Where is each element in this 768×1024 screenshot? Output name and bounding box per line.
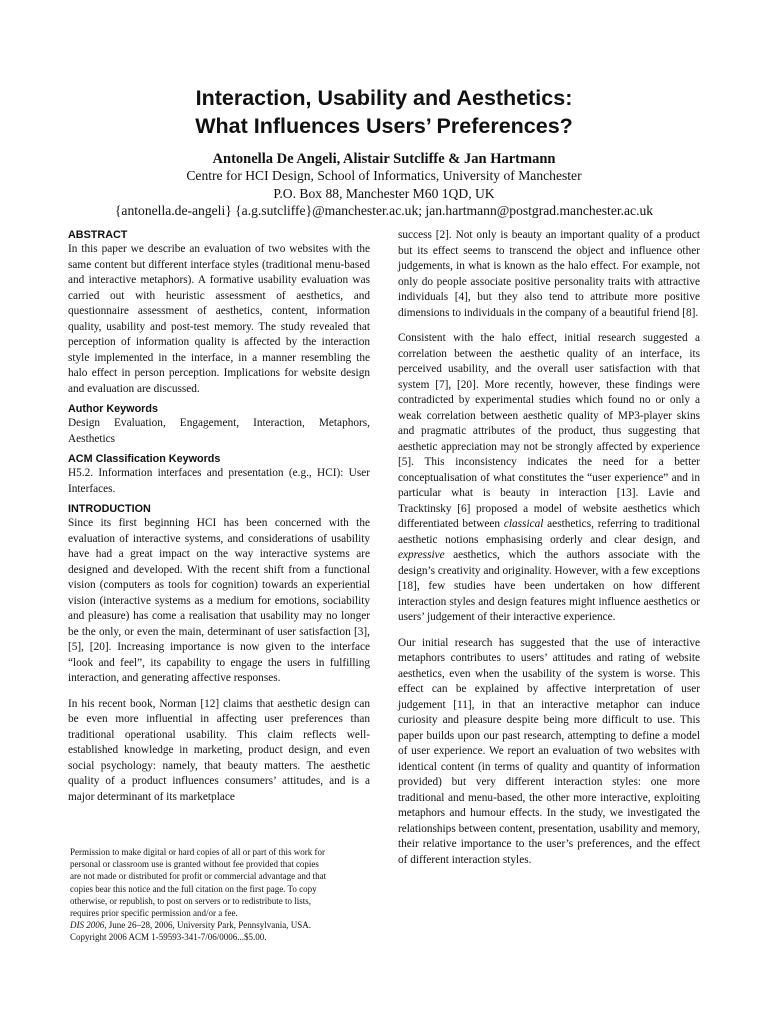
- permission-line: personal or classroom use is granted without fee provided that copies: [70, 859, 319, 870]
- paragraph-2-text-a: Consistent with the halo effect, initial research suggested a correlation between the aesthetic quality of an interface, its perceived usability, and the overall user satisfaction with that system [7], [20]. More recently, however, these findings were contradicted by experimental studies which found no or only a weak correlation between aesthetic quality of MP3-player skins and pragmatic attributes of the product, thus suggesting that aesthetic appreciation may not be strongly affected by experience [5]. This inconsistency indicates the need for a better conceptualisation of what constitutes the “user experience” and in particular what is beauty in interaction [13]. Lavie and Tracktinsky [6] proposed a model of website aesthetics which differentiated between: [398, 332, 700, 530]
- title-line-1: Interaction, Usability and Aesthetics:: [195, 86, 573, 110]
- author-keywords-heading: Author Keywords: [68, 403, 158, 415]
- right-column: [398, 228, 700, 878]
- paragraph-2-text-c: aesthetics, which the authors associate with the design’s creativity and originality. However, with a few exceptions [18], few studies have been undertaken on how different interaction styles and design features might influence aesthetics or users’ judgement of their interactive experience.: [398, 549, 700, 623]
- conference-name: DIS 2006: [70, 920, 105, 931]
- affiliation-line-1: Centre for HCI Design, School of Informatics, University of Manchester: [186, 168, 582, 183]
- permission-line: otherwise, or republish, to post on servers or to redistribute to lists,: [70, 895, 311, 906]
- acm-keywords-heading: ACM Classification Keywords: [68, 453, 221, 465]
- term-expressive: expressive: [398, 549, 445, 561]
- term-classical: classical: [503, 518, 544, 530]
- title-line-2: What Influences Users’ Preferences?: [195, 114, 573, 138]
- affiliation-emails: {antonella.de-angeli} {a.g.sutcliffe}@manchester.ac.uk; jan.hartmann@postgrad.manchester.ac.uk: [114, 203, 654, 218]
- body-paragraph-3: Our initial research has suggested that the use of interactive metaphors contributes to users’ attitudes and rating of website aesthetics, even when the usability of the system is worse. This effect can be explained by affective interpretation of user judgement [11], in that an interactive metaphor can induce curiosity and pleasure despite being more difficult to use. This paper builds upon our past research, attempting to define a model of user experience. We report an evaluation of two websites with identical content (in terms of quality and quantity of information provided) but very different interaction styles: one more traditional and menu-based, the other more interactive, exploiting metaphors and humour effects. In the study, we investigated the relationships between content, presentation, usability and memory, their relative importance to the user’s preferences, and the effect of different interaction styles.: [398, 636, 700, 866]
- left-column: [68, 228, 370, 805]
- permission-line: requires prior specific permission and/or a fee.: [70, 908, 238, 919]
- abstract-text: In this paper we describe an evaluation of two websites with the same content but different interface styles (traditional menu-based and interactive metaphors). A formative usability evaluation was carried out with heuristic assessment of aesthetics, and questionnaire assessment of aesthetics, content, information quality, usability and post-test memory. The study revealed that perception of information quality is affected by the interaction style implemented in the interface, in a manner resembling the halo effect in person perception. Implications for website design and evaluation are discussed.: [68, 243, 370, 395]
- paragraph-2-text-b: aesthetics, referring to traditional aesthetic notions emphasising orderly and clear design, and: [398, 518, 700, 546]
- author-list: Antonella De Angeli, Alistair Sutcliffe & Jan Hartmann: [212, 151, 556, 167]
- introduction-paragraph-2: In his recent book, Norman [12] claims that aesthetic design can be even more influential in affecting user preferences than traditional operational usability. This claim reflects well-established knowledge in marketing, product design, and even social psychology: namely, that beauty matters. The aesthetic quality of a product influences consumers’ attitudes, and is a major determinant of its marketplace: [68, 697, 370, 803]
- copyright-line: Copyright 2006 ACM 1-59593-341-7/06/0006...$5.00.: [70, 932, 267, 943]
- conference-details: , June 26–28, 2006, University Park, Pennsylvania, USA.: [104, 920, 311, 931]
- conference-line: [70, 919, 370, 931]
- permission-line: Permission to make digital or hard copies of all or part of this work for: [70, 847, 325, 857]
- affiliation-block: [40, 167, 728, 220]
- author-keywords-text: Design Evaluation, Engagement, Interaction, Metaphors, Aesthetics: [68, 417, 370, 445]
- introduction-heading: INTRODUCTION: [68, 503, 151, 515]
- body-paragraph-1: success [2]. Not only is beauty an important quality of a product but its effect seems to transcend the object and influence other judgements, in what is known as the halo effect. For example, not only do people associate positive personality traits with attractive individuals [4], but they also tend to attribute more positive dimensions to individuals in the company of a beautiful friend [8].: [398, 229, 700, 319]
- paper-title: [60, 84, 708, 140]
- introduction-paragraph-1: Since its first beginning HCI has been concerned with the evaluation of interactive systems, and considerations of usability have had a great impact on the way interactive systems are designed and developed. With the recent shift from a functional vision (computers as tools for cognition) towards an experiential vision (interactive systems as a medium for emotions, sociability and pleasure) has come a realisation that usability may no longer be the only, or even the main, determinant of user satisfaction [3], [5], [20]. Increasing importance is now given to the interface “look and feel”, its capability to engage the users in fulfilling interaction, and generating affective responses.: [68, 517, 370, 684]
- permission-line: copies bear this notice and the full citation on the first page. To copy: [70, 883, 317, 894]
- permission-line: are not made or distributed for profit or commercial advantage and that: [70, 871, 327, 882]
- permission-notice: [70, 846, 370, 944]
- affiliation-line-2: P.O. Box 88, Manchester M60 1QD, UK: [273, 185, 495, 201]
- body-paragraph-2: [398, 331, 700, 626]
- acm-keywords-text: H5.2. Information interfaces and presentation (e.g., HCI): User Interfaces.: [68, 467, 370, 495]
- abstract-heading: ABSTRACT: [68, 229, 128, 241]
